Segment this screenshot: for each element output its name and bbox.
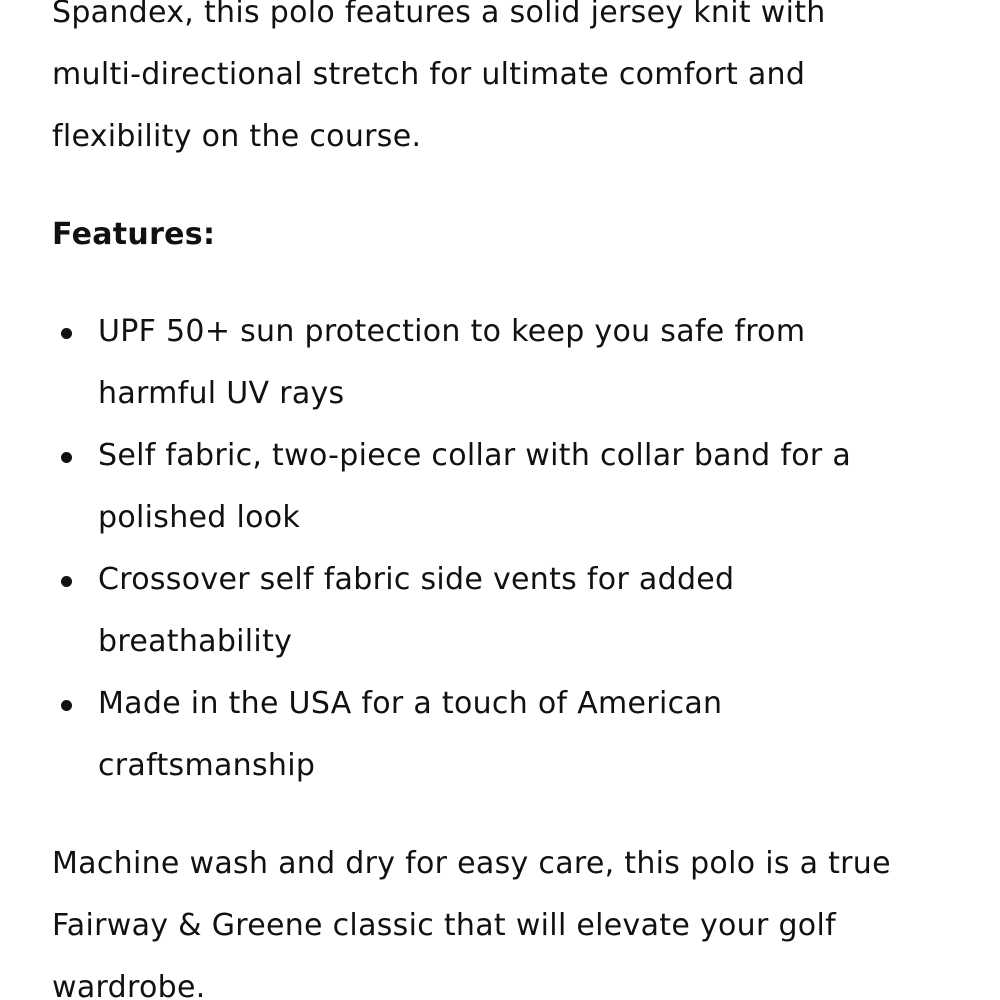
feature-line: harmful UV rays	[98, 376, 345, 411]
bullet-icon	[61, 576, 72, 587]
product-description	[52, 0, 952, 1000]
closing-line: Fairway & Greene classic that will elevate your golf	[52, 908, 836, 943]
bullet-icon	[61, 700, 72, 711]
closing-line: wardrobe.	[52, 970, 206, 1000]
feature-line: Made in the USA for a touch of American	[98, 686, 723, 721]
intro-paragraph	[52, 0, 952, 168]
feature-line: breathability	[98, 624, 293, 659]
feature-item	[52, 549, 952, 673]
intro-line: Spandex, this polo features a solid jersey knit with	[52, 0, 826, 30]
closing-paragraph	[52, 833, 952, 1000]
feature-line: Crossover self fabric side vents for added	[98, 562, 735, 597]
bullet-icon	[61, 452, 72, 463]
intro-line: multi-directional stretch for ultimate comfort and	[52, 57, 806, 92]
feature-line: UPF 50+ sun protection to keep you safe from	[98, 314, 806, 349]
feature-line: craftsmanship	[98, 748, 316, 783]
feature-item	[52, 673, 952, 797]
bullet-icon	[61, 328, 72, 339]
features-list	[52, 301, 952, 797]
feature-item	[52, 301, 952, 425]
features-heading: Features:	[52, 217, 216, 252]
feature-line: polished look	[98, 500, 301, 535]
feature-item	[52, 425, 952, 549]
closing-line: Machine wash and dry for easy care, this polo is a true	[52, 846, 891, 881]
intro-line: flexibility on the course.	[52, 119, 422, 154]
feature-line: Self fabric, two-piece collar with collar band for a	[98, 438, 852, 473]
